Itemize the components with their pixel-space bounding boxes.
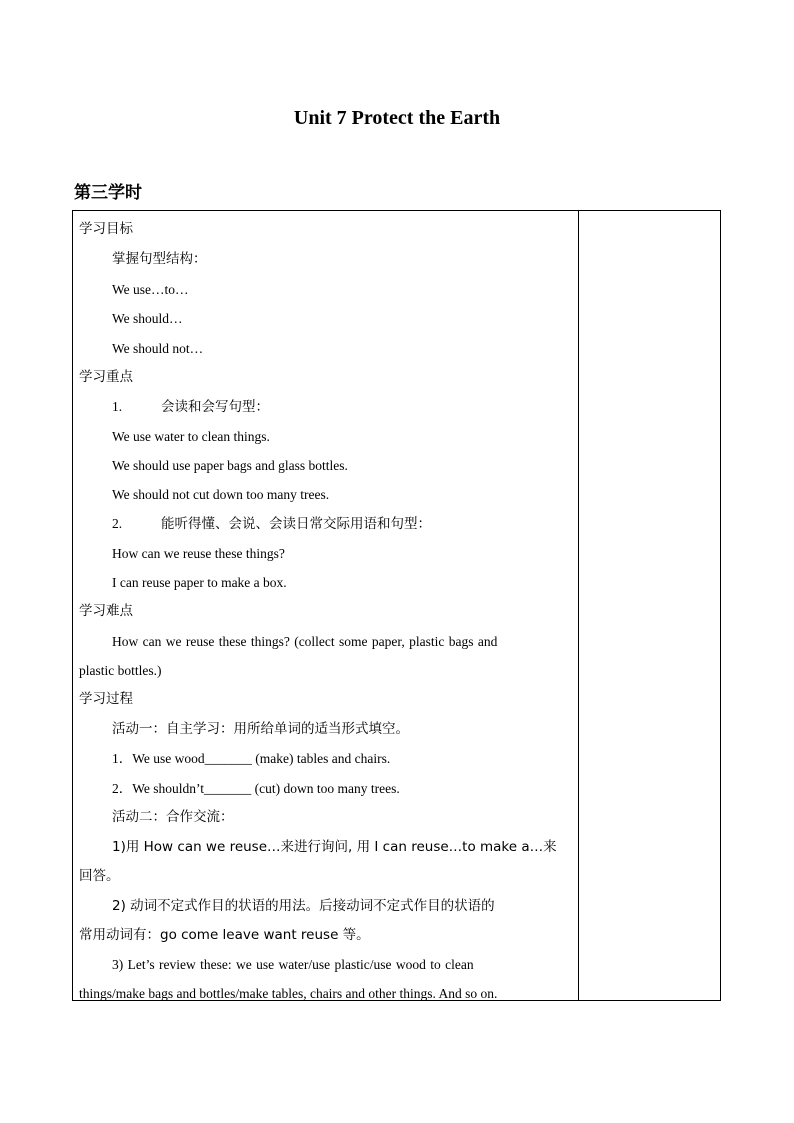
key-point-item: We use water to clean things. [112,429,270,444]
difficulties-text: plastic bottles.) [79,663,162,678]
objectives-intro: 掌握句型结构： [112,251,207,267]
key-point-item: I can reuse paper to make a box. [112,575,287,590]
process-heading: 学习过程 [79,691,133,707]
process-paragraph: 3) Let’s review these: we use water/use plastic/use wood to clean [112,957,474,972]
key-point-item: How can we reuse these things? [112,546,285,561]
section-heading: 第三学时 [74,183,142,203]
activity-two-title: 活动二：合作交流： [112,809,234,825]
key-point-number: 1. [112,399,123,414]
process-paragraph: 2) 动词不定式作目的状语的用法。后接动词不定式作目的状语的 [112,898,495,914]
lesson-table [72,210,721,1001]
objective-item: We should not… [112,341,204,356]
objective-item: We should… [112,311,183,326]
page-title: Unit 7 Protect the Earth [293,107,501,129]
key-point-text: 会读和会写句型： [161,399,269,415]
exercise-item: 2．We shouldn’t_______ (cut) down too many trees. [112,781,400,796]
objectives-heading: 学习目标 [79,221,133,237]
key-point-number: 2. [112,516,123,531]
process-paragraph: things/make bags and bottles/make tables, chairs and other things. And so on. [79,986,498,1001]
objective-item: We use…to… [112,282,189,297]
process-paragraph: 回答。 [79,868,120,884]
key-points-heading: 学习重点 [79,369,133,385]
key-point-text: 能听得懂、会说、会读日常交际用语和句型： [161,516,431,532]
notes-cell [579,211,720,1000]
key-point-item: We should use paper bags and glass bottles. [112,458,348,473]
process-paragraph: 1)用 How can we reuse…来进行询问, 用 I can reuse…to make a…来 [112,839,557,855]
exercise-item: 1．We use wood_______ (make) tables and chairs. [112,751,391,766]
activity-one-title: 活动一：自主学习：用所给单词的适当形式填空。 [112,721,409,737]
key-point-item: We should not cut down too many trees. [112,487,330,502]
process-paragraph: 常用动词有：go come leave want reuse 等。 [79,927,370,943]
lesson-content-cell [73,211,578,1000]
difficulties-heading: 学习难点 [79,603,133,619]
difficulties-text: How can we reuse these things? (collect some paper, plastic bags and [112,634,498,649]
